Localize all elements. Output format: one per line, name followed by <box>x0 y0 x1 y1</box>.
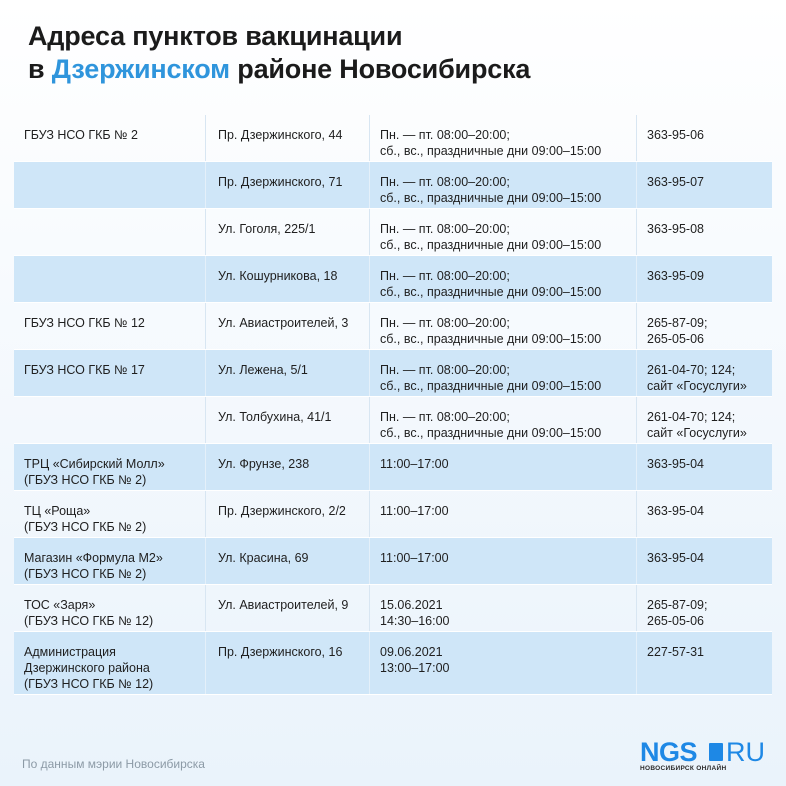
table-row <box>14 162 772 209</box>
cell-hours: 15.06.2021 14:30–16:00 <box>370 585 637 631</box>
cell-hours: Пн. — пт. 08:00–20:00; сб., вс., праздничные дни 09:00–15:00 <box>370 397 637 443</box>
cell-hours: Пн. — пт. 08:00–20:00; сб., вс., праздничные дни 09:00–15:00 <box>370 115 637 161</box>
cell-address: Ул. Лежена, 5/1 <box>206 350 370 396</box>
table-row <box>14 585 772 632</box>
table-row <box>14 209 772 256</box>
table-row <box>14 632 772 695</box>
cell-address: Пр. Дзержинского, 2/2 <box>206 491 370 537</box>
cell-hours: 11:00–17:00 <box>370 538 637 584</box>
logo-brand: NGS <box>640 737 698 767</box>
title-line-2-prefix: в <box>28 54 52 84</box>
cell-organization: ГБУЗ НСО ГКБ № 12 <box>14 303 206 349</box>
page-title <box>28 20 530 86</box>
source-note: По данным мэрии Новосибирска <box>22 757 205 771</box>
table-row <box>14 256 772 303</box>
cell-organization <box>14 209 206 255</box>
vaccination-points-table <box>14 115 772 695</box>
cell-phone: 265-87-09; 265-05-06 <box>647 598 708 628</box>
cell-organization <box>14 162 206 208</box>
cell-address: Ул. Кошурникова, 18 <box>206 256 370 302</box>
cell-phone: 363-95-04 <box>647 457 704 471</box>
title-line-1: Адреса пунктов вакцинации <box>28 21 403 51</box>
cell-hours: Пн. — пт. 08:00–20:00; сб., вс., праздничные дни 09:00–15:00 <box>370 256 637 302</box>
table-row <box>14 303 772 350</box>
cell-hours: Пн. — пт. 08:00–20:00; сб., вс., праздничные дни 09:00–15:00 <box>370 303 637 349</box>
cell-phone: 363-95-09 <box>647 269 704 283</box>
cell-hours: Пн. — пт. 08:00–20:00; сб., вс., праздничные дни 09:00–15:00 <box>370 162 637 208</box>
cell-address: Пр. Дзержинского, 16 <box>206 632 370 694</box>
cell-hours: Пн. — пт. 08:00–20:00; сб., вс., праздничные дни 09:00–15:00 <box>370 350 637 396</box>
cell-organization: ГБУЗ НСО ГКБ № 17 <box>14 350 206 396</box>
cell-address: Пр. Дзержинского, 44 <box>206 115 370 161</box>
cell-organization: ГБУЗ НСО ГКБ № 2 <box>14 115 206 161</box>
cell-address: Пр. Дзержинского, 71 <box>206 162 370 208</box>
cell-phone: 363-95-07 <box>647 175 704 189</box>
logo-subtitle: НОВОСИБИРСК ОНЛАЙН <box>640 765 727 772</box>
table-row <box>14 444 772 491</box>
cell-address: Ул. Красина, 69 <box>206 538 370 584</box>
table-row <box>14 350 772 397</box>
cell-address: Ул. Толбухина, 41/1 <box>206 397 370 443</box>
table-row <box>14 538 772 585</box>
cell-organization: ТОС «Заря» (ГБУЗ НСО ГКБ № 12) <box>14 585 206 631</box>
logo-tld: RU <box>726 737 765 767</box>
table-row <box>14 491 772 538</box>
cell-phone: 363-95-04 <box>647 551 704 565</box>
ngs-logo <box>640 737 765 772</box>
cell-address: Ул. Авиастроителей, 9 <box>206 585 370 631</box>
cell-organization: Магазин «Формула М2» (ГБУЗ НСО ГКБ № 2) <box>14 538 206 584</box>
cell-address: Ул. Фрунзе, 238 <box>206 444 370 490</box>
logo-square-mark <box>709 743 723 761</box>
cell-organization: Администрация Дзержинского района (ГБУЗ НСО ГКБ № 12) <box>14 632 206 694</box>
cell-address: Ул. Гоголя, 225/1 <box>206 209 370 255</box>
cell-phone: 363-95-04 <box>647 504 704 518</box>
cell-phone: 363-95-08 <box>647 222 704 236</box>
cell-phone: 261-04-70; 124; сайт «Госуслуги» <box>647 363 747 393</box>
cell-hours: Пн. — пт. 08:00–20:00; сб., вс., праздничные дни 09:00–15:00 <box>370 209 637 255</box>
cell-organization <box>14 256 206 302</box>
cell-organization: ТРЦ «Сибирский Молл» (ГБУЗ НСО ГКБ № 2) <box>14 444 206 490</box>
cell-phone: 363-95-06 <box>647 128 704 142</box>
cell-phone: 227-57-31 <box>647 645 704 659</box>
cell-phone: 265-87-09; 265-05-06 <box>647 316 708 346</box>
cell-hours: 11:00–17:00 <box>370 491 637 537</box>
cell-address: Ул. Авиастроителей, 3 <box>206 303 370 349</box>
cell-hours: 11:00–17:00 <box>370 444 637 490</box>
title-district-highlight: Дзержинском <box>51 54 230 84</box>
table-row <box>14 115 772 162</box>
table-row <box>14 397 772 444</box>
cell-organization: ТЦ «Роща» (ГБУЗ НСО ГКБ № 2) <box>14 491 206 537</box>
cell-phone: 261-04-70; 124; сайт «Госуслуги» <box>647 410 747 440</box>
cell-organization <box>14 397 206 443</box>
title-line-2-suffix: районе Новосибирска <box>229 54 531 84</box>
cell-hours: 09.06.2021 13:00–17:00 <box>370 632 637 694</box>
